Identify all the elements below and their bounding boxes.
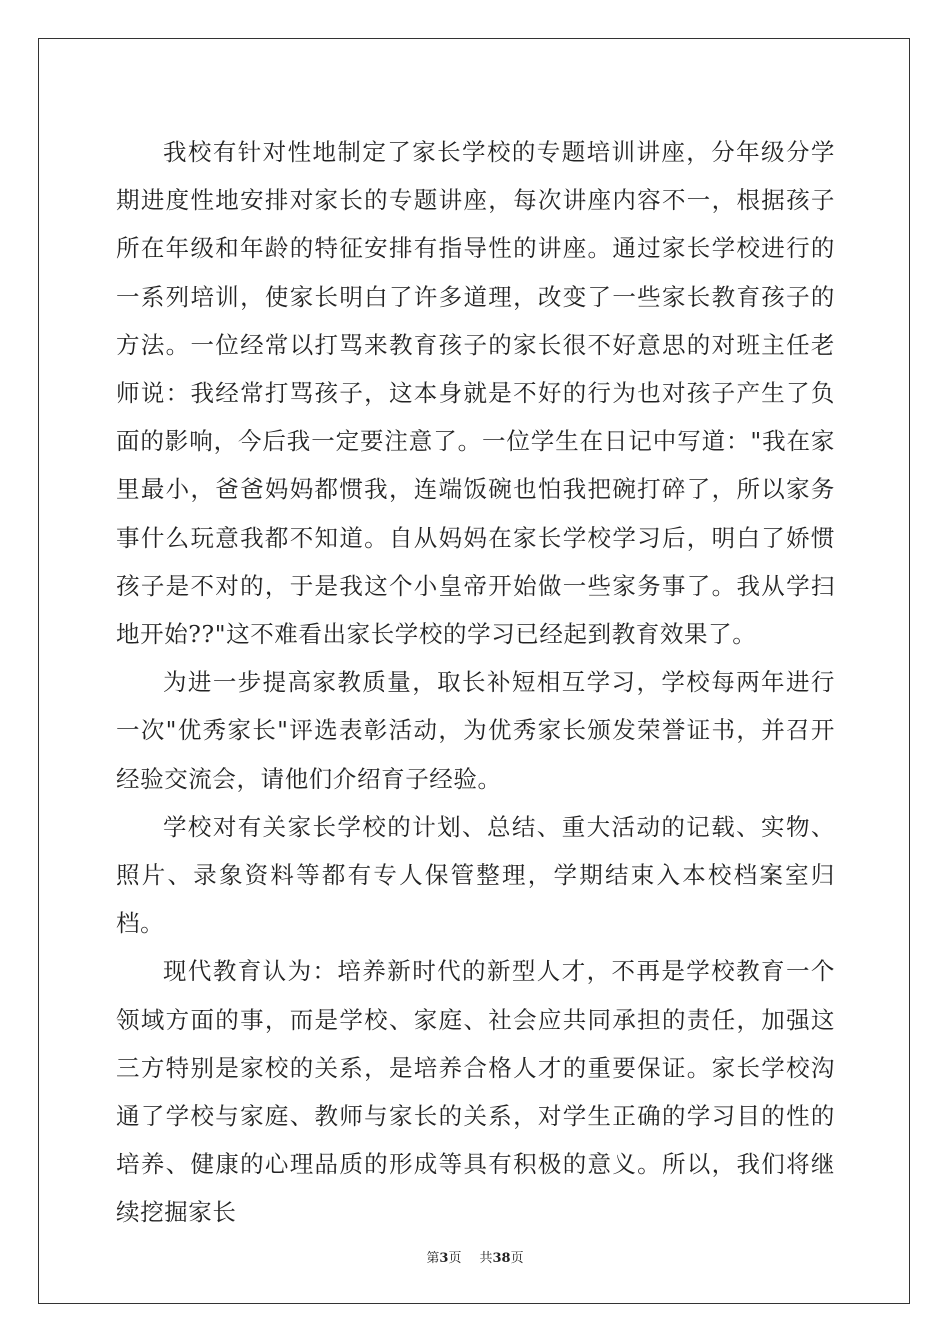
total-pages: 38	[492, 1251, 511, 1266]
page-prefix: 第	[426, 1251, 440, 1266]
paragraph: 为进一步提高家教质量，取长补短相互学习，学校每两年进行一次"优秀家长"评选表彰活动，为优秀家长颁发荣誉证书，并召开经验交流会，请他们介绍育子经验。	[116, 668, 835, 793]
page-suffix: 页	[448, 1251, 462, 1266]
paragraph: 我校有针对性地制定了家长学校的专题培训讲座，分年级分学期进度性地安排对家长的专题讲座，每次讲座内容不一，根据孩子所在年级和年龄的特征安排有指导性的讲座。通过家长学校进行的一系列培训，使家长明白了许多道理，改变了一些家长教育孩子的方法。一位经常以打骂来教育孩子的家长很不好意思的对班主任老师说：我经常打骂孩子，这本身就是不好的行为也对孩子产生了负面的影响，今后我一定要注意了。一位学生在日记中写道："我在家里最小，爸爸妈妈都惯我，连端饭碗也怕我把碗打碎了，所以家务事什么玩意我都不知道。自从妈妈在家长学校学习后，明白了娇惯孩子是不对的，于是我这个小皇帝开始做一些家务事了。我从学扫地开始??"这不难看出家长学校的学习已经起到教育效果了。	[116, 138, 835, 649]
total-suffix: 页	[510, 1251, 524, 1266]
document-body	[116, 128, 835, 1237]
paragraph: 现代教育认为：培养新时代的新型人才，不再是学校教育一个领域方面的事，而是学校、家庭、社会应共同承担的责任，加强这三方特别是家校的关系，是培养合格人才的重要保证。家长学校沟通了学校与家庭、教师与家长的关系，对学生正确的学习目的性的培养、健康的心理品质的形成等具有积极的意义。所以，我们将继续挖掘家长	[116, 957, 835, 1227]
paragraph: 学校对有关家长学校的计划、总结、重大活动的记载、实物、照片、录象资料等都有专人保管整理，学期结束入本校档案室归档。	[116, 812, 835, 938]
page-footer	[0, 1247, 950, 1266]
total-prefix: 共	[479, 1251, 493, 1266]
page-number: 3	[439, 1251, 449, 1266]
